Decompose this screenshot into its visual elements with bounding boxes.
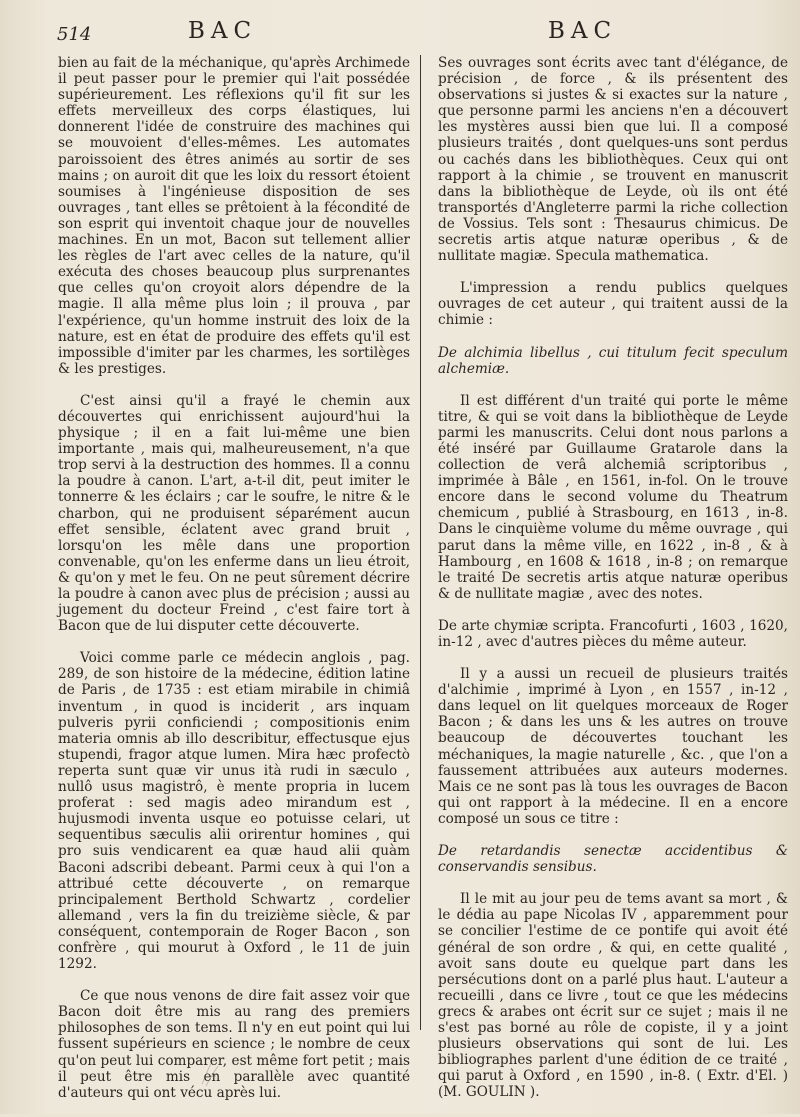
paragraph-recueil-lyon: Il y a aussi un recueil de plusieurs traités d'alchimie , imprimé à Lyon , en 1557 , in-12 , dans lequel on lit quelques morceaux de Roger Bacon ; & dans les uns & les autres on trouve beaucoup de découvertes touchant les méchaniques, la magie naturelle , &c. , que l'on a faussement attribuées aux auteurs modernes. Mais ce ne sont pas là tous les ouvrages de Bacon qui ont rapport à la médecine. Il en a encore composé un sous ce titre : — [438, 666, 788, 827]
title-de-arte-chymiae: De arte chymiæ scripta. Francofurti , 1603 , 1620, in-12 , avec d'autres pièces du même auteur. — [438, 617, 788, 650]
paragraph-impression: L'impression a rendu publics quelques ouvrages de cet auteur , qui traitent aussi de la chimie : — [438, 280, 788, 329]
left-column — [58, 55, 410, 1117]
page-number: 514 — [57, 24, 92, 45]
running-head-right: BAC — [548, 18, 618, 44]
title-de-alchimia: De alchimia libellus , cui titulum fecit speculum alchemiæ. — [438, 344, 788, 377]
title-de-retardandis: De retardandis senectæ accidentibus & conservandis sensibus. — [438, 843, 788, 876]
paragraph-freind-quote: Voici comme parle ce médecin anglois , pag. 289, de son histoire de la médecine, édition latine de Paris , de 1735 : est etiam mirabile in chimiâ inventum , in quod is inciderit , ars inquam pulveris pyrii conficiendi ; compositionis enim materia omnis ab illo describitur, effectusque ejus stupendi, fragor atque lumen. Mira hæc profectò reperta sunt quæ vir unus ità rudi in sæculo , nullô usus magistrô, è mente propria in lucem proferat : sed magis adeo mirandum est , hujusmodi inventa usque eo potuisse celari, ut sequentibus sæculis alii orirentur homines , qui pro suis vendicarent ea quæ haud alii quàm Baconi adscribi debeant. Parmi ceux à qui l'on a attribué cette découverte , on remarque principalement Berthold Schwartz , cordelier allemand , vers la fin du treizième siècle, & par conséquent, contemporain de Roger Bacon , son confrère , qui mourut à Oxford , le 11 de juin 1292. — [58, 650, 410, 973]
column-divider — [420, 55, 421, 1030]
running-head-left: BAC — [188, 18, 258, 44]
paragraph-automates: bien au fait de la méchanique, qu'après Archimede il peut passer pour le premier qui l'ait possédée supérieurement. Les réflexions qu'il fit sur les effets merveilleux des corps élastiques, lui donnerent l'idée de construire des machines qui se mouvoient d'elles-mêmes. Les automates paroissoient des êtres animés au sortir de ses mains ; on auroit dit que les loix du ressort étoient soumises à l'ingénieuse disposition de ses ouvrages , tant elles se prêtoient à la fécondité de son esprit qui inventoit chaque jour de nouvelles machines. En un mot, Bacon sut tellement allier les règles de l'art avec celles de la nature, qu'il exécuta des choses beaucoup plus surprenantes que celles qu'on croyoit alors dépendre de la magie. Il alla même plus loin ; il prouva , par l'expérience, qu'un homme instruit des loix de la nature, est en état de produire des effets qu'il est impossible d'imiter par les charmes, les sortilèges & les prestiges. — [58, 55, 410, 377]
paragraph-nicolas-iv: Il le mit au jour peu de tems avant sa mort , & le dédia au pape Nicolas IV , apparemment pour se concilier l'estime de ce pontife qui avoit été général de son ordre , & qui, en cette qualité , avoit sans doute eu quelque part dans les persécutions dont on a parlé plus haut. L'auteur a recueilli , dans ce livre , tout ce que les médecins grecs & arabes ont écrit sur ce sujet ; mais il ne s'est pas borné au rôle de copiste, il y a joint plusieurs observations qui sont de lui. Les bibliographes parlent d'une édition de ce traité , qui parut à Oxford , en 1590 , in-8. ( Extr. d'El. ) (M. GOULIN ). — [438, 891, 788, 1101]
ink-smudge-icon — [198, 1058, 222, 1088]
paragraph-ouvrages: Ses ouvrages sont écrits avec tant d'élégance, de précision , de force , & ils présentent des observations si justes & si exactes sur la nature , que personne parmi les anciens n'en a découvert les mystères aussi bien que lui. Il a composé plusieurs traités , dont quelques-uns sont perdus ou cachés dans les bibliothèques. Ceux qui ont rapport à la chimie , se trouvent en manuscrit dans la bibliothèque de Leyde, où ils ont été transportés d'Angleterre parmi la riche collection de Vossius. Tels sont : Thesaurus chimicus. De secretis artis atque naturæ operibus , & de nullitate magiæ. Specula mathematica. — [438, 55, 788, 265]
paragraph-poudre-canon: C'est ainsi qu'il a frayé le chemin aux découvertes qui enrichissent aujourd'hui la physique ; il en a fait lui-même une bien importante , mais qui, malheureusement, n'a que trop servi à la destruction des hommes. Il a connu la poudre à canon. L'art, a-t-il dit, peut imiter le tonnerre & les éclairs ; car le soufre, le nitre & le charbon, qui ne produisent séparément aucun effet sensible, éclatent avec grand bruit , lorsqu'on les mêle dans une proportion convenable, qu'on les enferme dans un lieu étroit, & qu'on y met le feu. On ne peut sûrement décrire la poudre à canon avec plus de précision ; aussi au jugement du docteur Freind , c'est faire tort à Bacon que de lui disputer cette découverte. — [58, 392, 410, 635]
paragraph-conclusion: Ce que nous venons de dire fait assez voir que Bacon doit être mis au rang des premiers philosophes de son tems. Il n'y en eut point qui lui fussent supérieurs en science ; le nombre de ceux qu'on peut lui comparer, est même fort petit ; mais il peut être mis en parallèle avec quantité d'auteurs qui ont vécu après lui. — [58, 988, 410, 1101]
right-column — [438, 55, 788, 1116]
paragraph-gratarole: Il est différent d'un traité qui porte le même titre, & qui se voit dans la bibliothèque de Leyde parmi les manuscrits. Celui dont nous parlons a été inséré par Guillaume Gratarole dans la collection de verâ alchemiâ scriptoribus , imprimée à Bâle , en 1561, in-fol. On le trouve encore dans le second volume du Theatrum chemicum , publié à Strasbourg, en 1613 , in-8. Dans le cinquième volume du même ouvrage , qui parut dans la même ville, en 1622 , in-8 , & à Hambourg , en 1608 & 1618 , in-8 ; on remarque le traité De secretis artis atque naturæ operibus & de nullitate magiæ , avec des notes. — [438, 392, 788, 602]
